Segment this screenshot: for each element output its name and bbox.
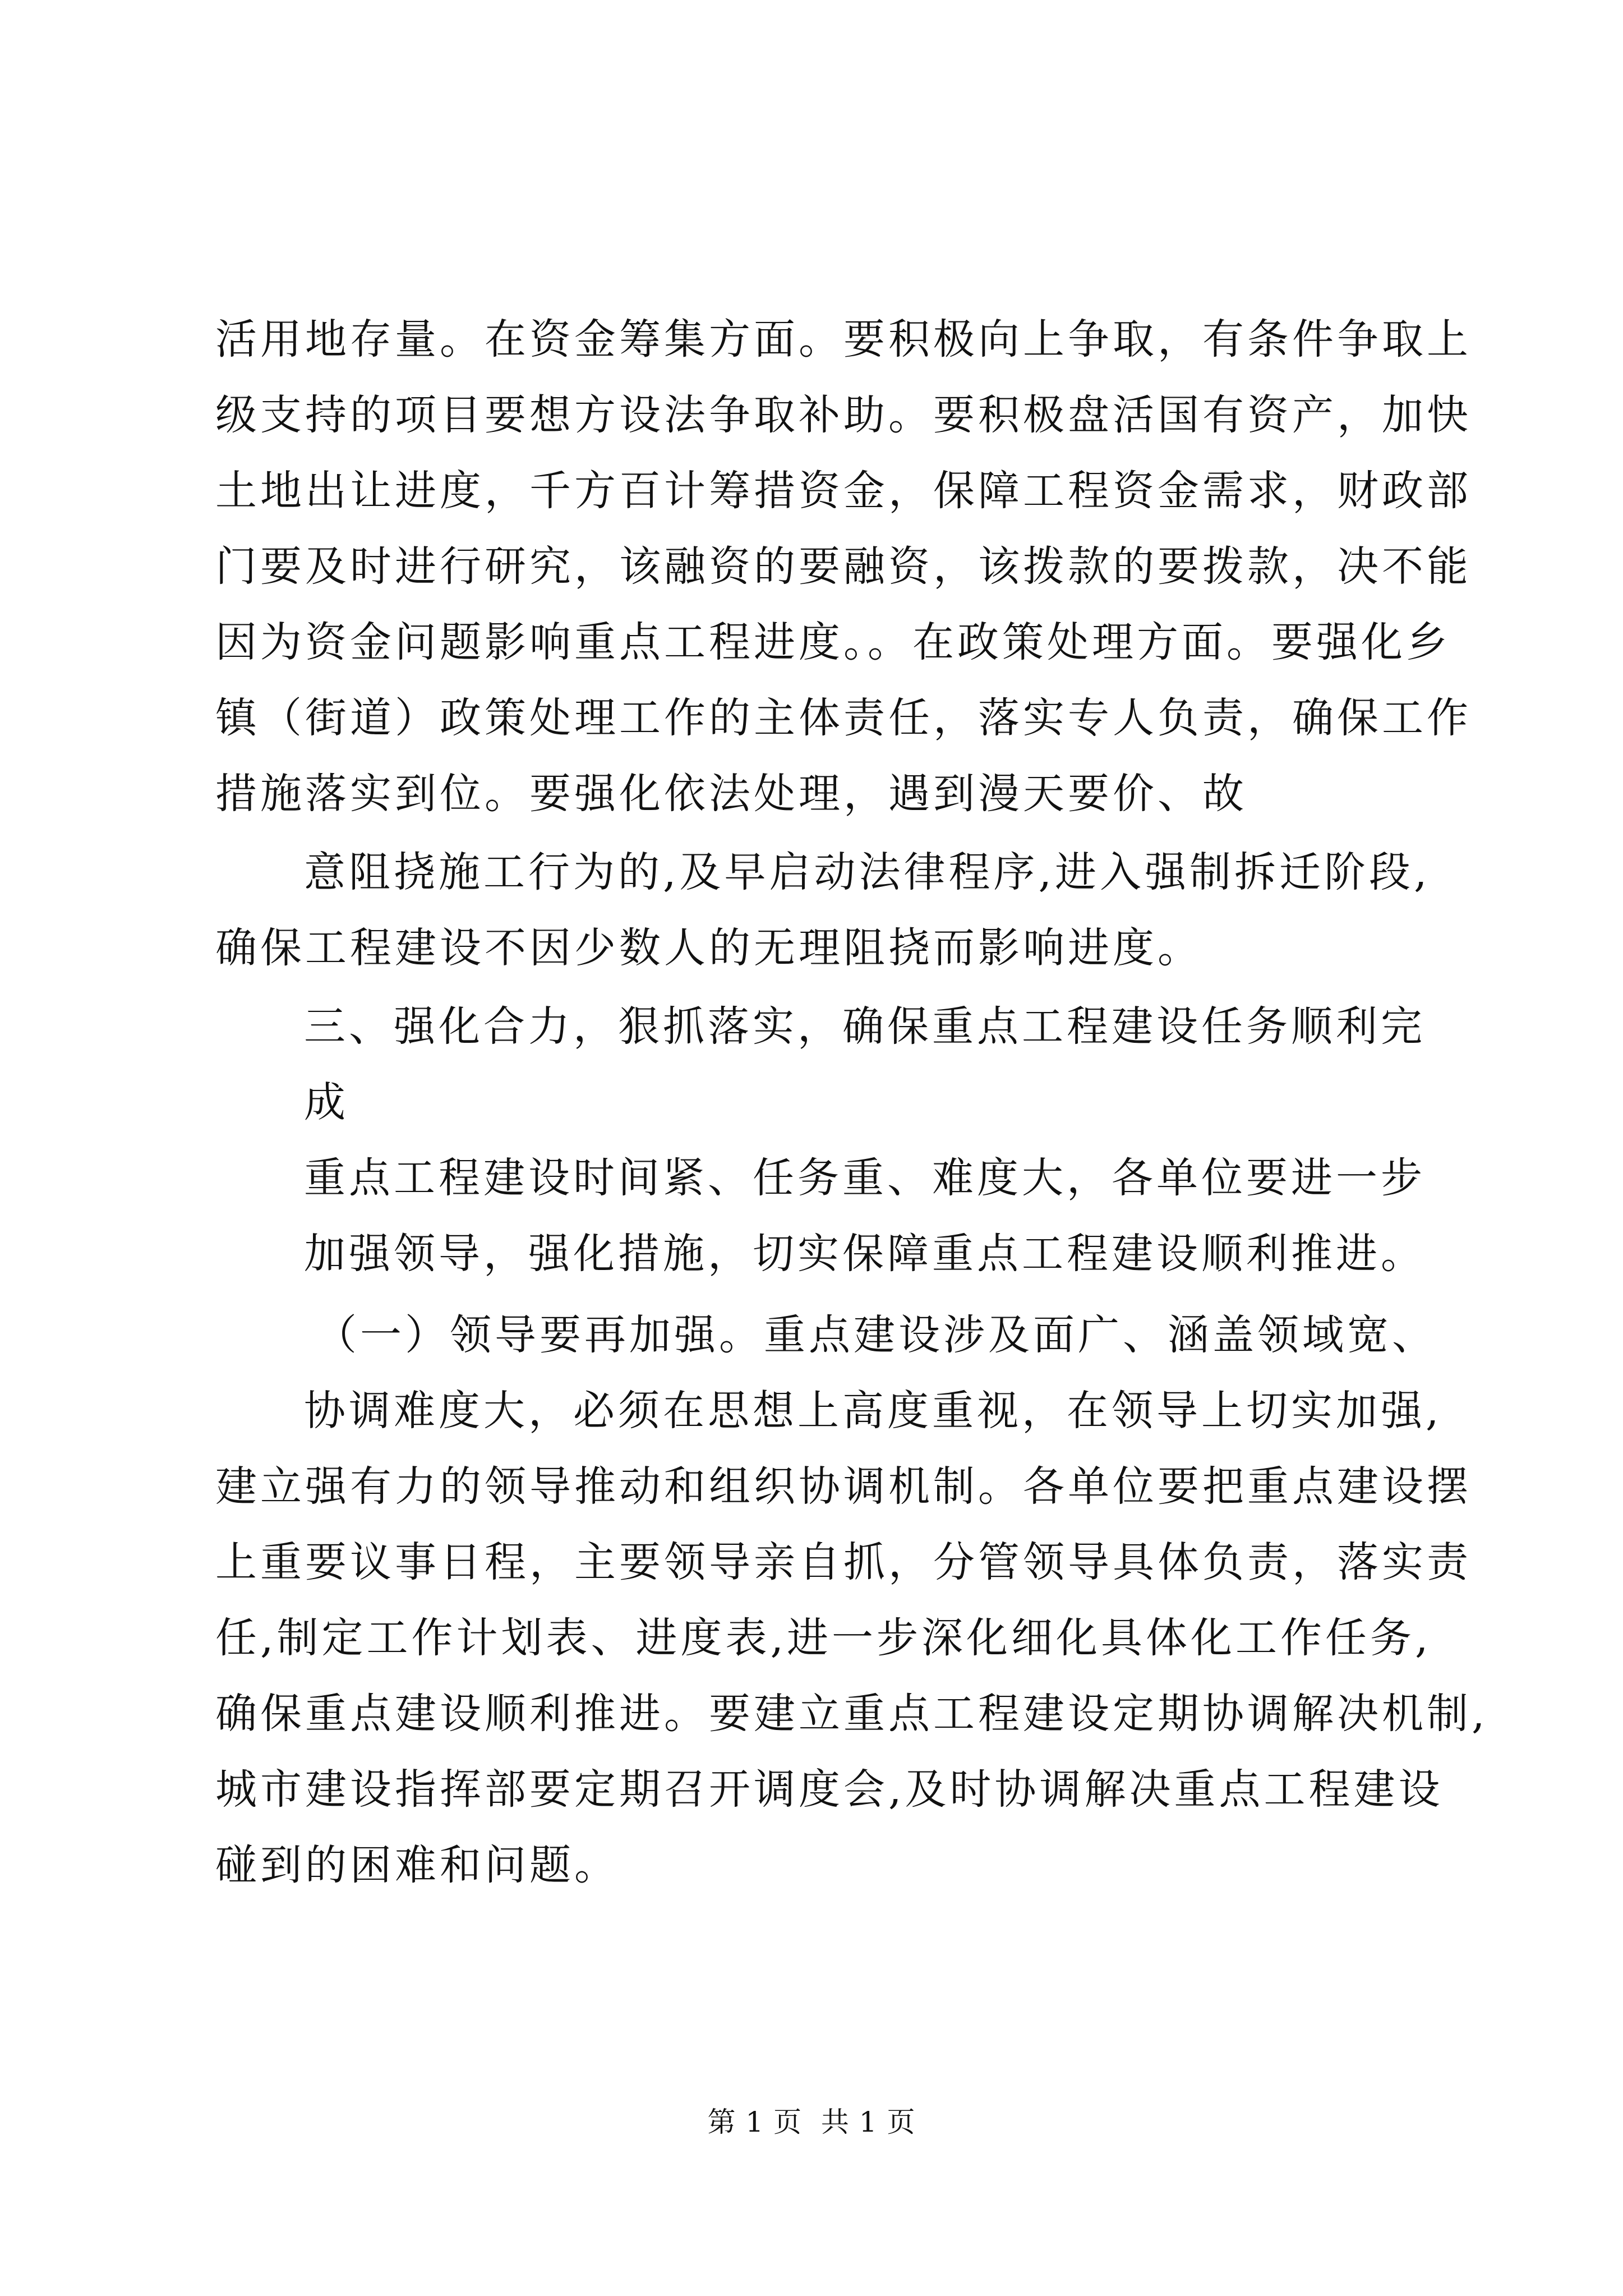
paragraph-line: 确保重点建设顺利推进。要建立重点工程建设定期协调解决机制, (215, 1690, 1488, 1738)
paragraph-line: 门要及时进行研究，该融资的要融资，该拨款的要拨款，决不能 (215, 542, 1472, 591)
paragraph-line: 活用地存量。在资金筹集方面。要积极向上争取，有条件争取上 (215, 315, 1472, 364)
paragraph-line: 土地出让进度，千方百计筹措资金，保障工程资金需求，财政部 (215, 467, 1472, 515)
paragraph-line: 镇（街道）政策处理工作的主体责任，落实专人负责，确保工作 (215, 694, 1472, 742)
paragraph-line: 级支持的项目要想方设法争取补助。要积极盘活国有资产，加快 (215, 391, 1472, 439)
page-footer: 第 1 页 共 1 页 (707, 2106, 916, 2138)
paragraph-line: 城市建设指挥部要定期召开调度会,及时协调解决重点工程建设 (215, 1765, 1444, 1814)
paragraph-line: 措施落实到位。要强化依法处理，遇到漫天要价、故 (215, 770, 1247, 818)
paragraph-line: 加强领导，强化措施，切实保障重点工程建设顺利推进。 (304, 1230, 1426, 1278)
paragraph-line: 意阻挠施工行为的,及早启动法律程序,进入强制拆迁阶段, (304, 848, 1431, 896)
paragraph-line: 协调难度大，必须在思想上高度重视，在领导上切实加强, (304, 1387, 1442, 1435)
paragraph-line: 确保工程建设不因少数人的无理阻挠而影响进度。 (215, 924, 1202, 972)
subsection-heading: （一）领导要再加强。重点建设涉及面广、涵盖领域宽、 (315, 1311, 1437, 1359)
paragraph-line: 任,制定工作计划表、进度表,进一步深化细化具体化工作任务, (215, 1614, 1432, 1662)
section-heading: 三、强化合力，狠抓落实，确保重点工程建设任务顺利完 (304, 1002, 1426, 1051)
paragraph-line: 上重要议事日程，主要领导亲自抓，分管领导具体负责，落实责 (215, 1538, 1472, 1586)
paragraph-line: 建立强有力的领导推动和组织协调机制。各单位要把重点建设摆 (215, 1462, 1472, 1511)
section-heading: 成 (304, 1078, 349, 1126)
paragraph-line: 重点工程建设时间紧、任务重、难度大，各单位要进一步 (304, 1154, 1426, 1202)
paragraph-line: 因为资金问题影响重点工程进度。。在政策处理方面。要强化乡 (215, 618, 1451, 666)
paragraph-line: 碰到的困难和问题。 (215, 1841, 619, 1889)
